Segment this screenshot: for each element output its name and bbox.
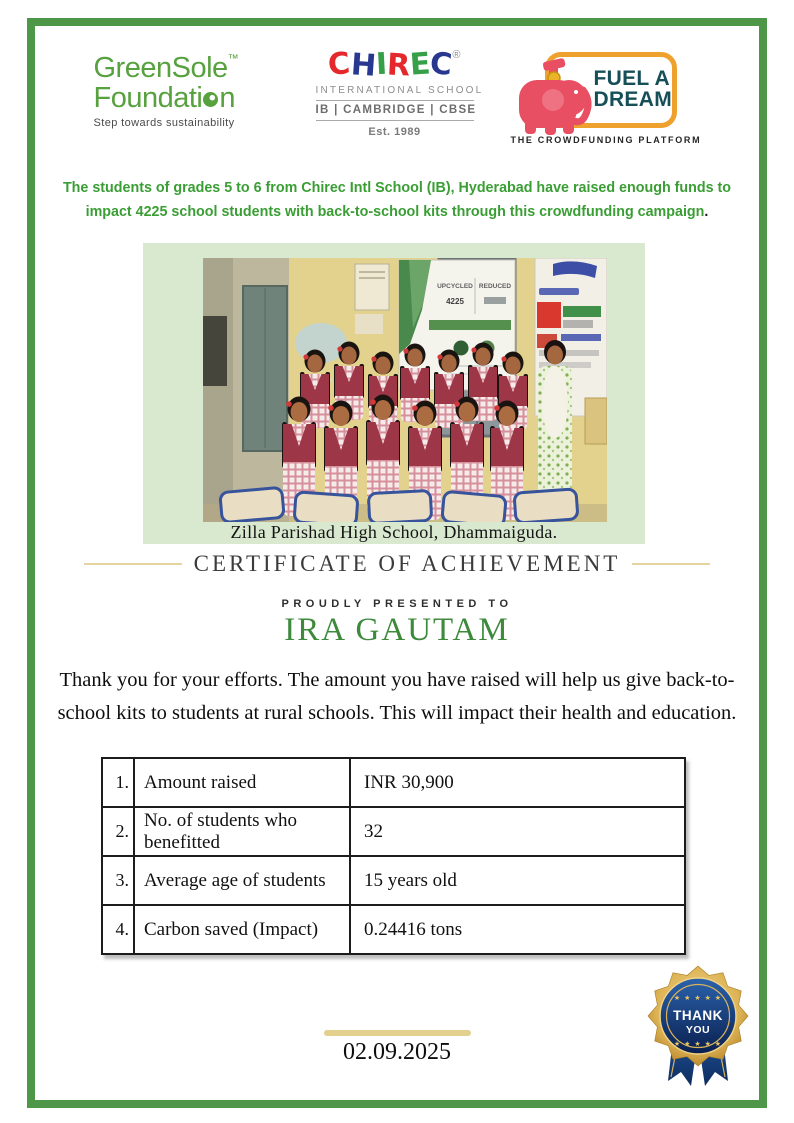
greensole-o-icon (203, 92, 218, 107)
recipient-name: IRA GAUTAM (284, 612, 510, 648)
greensole-name: GreenSole (93, 52, 228, 84)
fuel-a-dream-logo (511, 48, 701, 145)
greensole-tagline: Step towards sustainability (93, 117, 235, 130)
certificate-title: CERTIFICATE OF ACHIEVEMENT (193, 551, 621, 576)
school-photo (203, 258, 607, 522)
row-value: 0.24416 tons (350, 905, 685, 954)
chirec-wordmark: CHIREC® (326, 46, 461, 84)
row-label: No. of students who benefitted (134, 807, 350, 856)
row-number: 2. (102, 807, 134, 856)
badge-line1: THANK (673, 1008, 723, 1023)
photo-frame (143, 243, 645, 544)
presented-to-label: PROUDLY PRESENTED TO (281, 598, 513, 610)
badge-stars-top: ★ ★ ★ ★ ★ (673, 995, 723, 1002)
fuel-a-dream-wordmark: FUEL A DREAM (545, 52, 677, 128)
badge-stars-bottom: ★ ★ ★ ★ ★ (673, 1041, 723, 1048)
thank-you-message: Thank you for your efforts. The amount you have raised will help us give back-to-school kits to students at rural schools. This will impact their health and education. (57, 669, 737, 724)
date-rule (324, 1030, 471, 1036)
greensole-wordmark-line2: Foundati n (93, 81, 235, 114)
campaign-statement: The students of grades 5 to 6 from Chirec Intl School (IB), Hyderabad have raised enough funds to impact 4225 school students with back-to-school kits through this crowdfunding campaign. (62, 180, 732, 221)
table-row (102, 856, 685, 905)
thank-you-badge (644, 960, 752, 1092)
row-label: Carbon saved (Impact) (134, 905, 350, 954)
fuel-a-dream-elephant-icon (513, 54, 601, 140)
certificate-title-row (35, 551, 759, 577)
title-rule-right (632, 563, 710, 565)
school-kit-bags (220, 487, 578, 522)
chirec-boards: IB | CAMBRIDGE | CBSE (316, 101, 474, 121)
row-number: 1. (102, 758, 134, 807)
row-label: Average age of students (134, 856, 350, 905)
photo-caption: Zilla Parishad High School, Dhammaiguda. (230, 522, 558, 542)
trademark-symbol: ™ (227, 53, 239, 65)
registered-symbol: ® (452, 49, 461, 61)
greensole-foundation-logo (94, 48, 279, 129)
svg-text:UPCYCLED: UPCYCLED (437, 283, 473, 290)
row-value: 32 (350, 807, 685, 856)
row-value: 15 years old (350, 856, 685, 905)
row-number: 4. (102, 905, 134, 954)
fuel-a-dream-tagline: THE CROWDFUNDING PLATFORM (510, 135, 702, 145)
chirec-established: Est. 1989 (368, 126, 421, 138)
table-row (102, 807, 685, 856)
row-number: 3. (102, 856, 134, 905)
badge-line2: YOU (685, 1024, 711, 1036)
svg-text:REDUCED: REDUCED (478, 283, 512, 290)
impact-table (101, 757, 686, 955)
table-row (102, 758, 685, 807)
table-row (102, 905, 685, 954)
title-rule-left (84, 563, 182, 565)
chirec-subtitle: INTERNATIONAL SCHOOL (316, 85, 474, 101)
certificate-date: 02.09.2025 (343, 1039, 451, 1065)
greensole-wordmark-line1 (94, 54, 279, 84)
svg-text:4225: 4225 (446, 297, 464, 306)
partner-logos-row (0, 48, 794, 145)
row-label: Amount raised (134, 758, 350, 807)
row-value: INR 30,900 (350, 758, 685, 807)
chirec-school-logo (309, 46, 484, 138)
